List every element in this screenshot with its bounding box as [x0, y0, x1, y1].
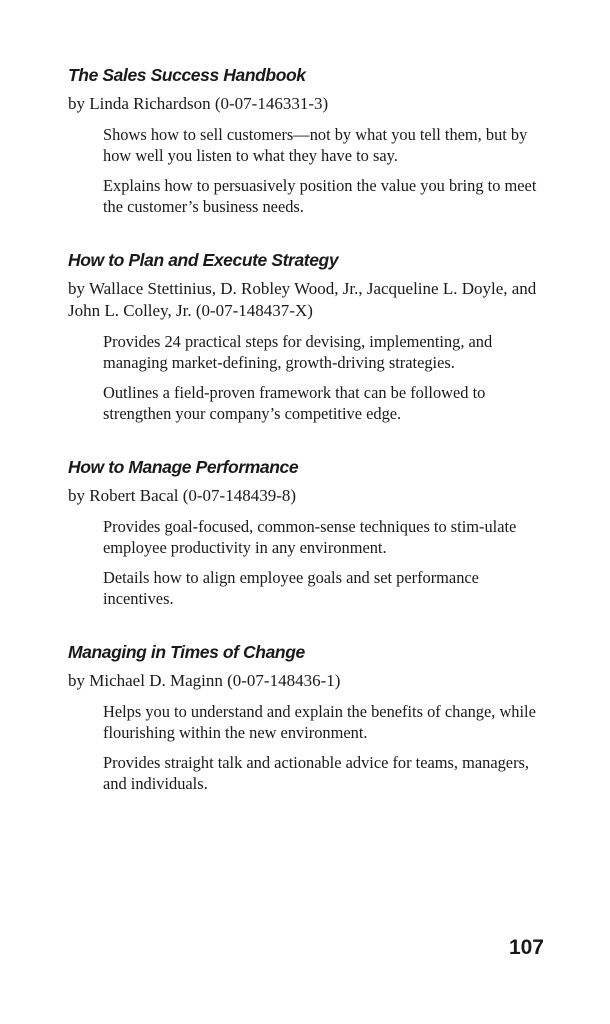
book-title: Managing in Times of Change	[68, 642, 305, 662]
book-title: How to Manage Performance	[68, 457, 299, 477]
book-title: The Sales Success Handbook	[68, 65, 306, 85]
book-byline: by Linda Richardson (0-07-146331-3)	[68, 94, 329, 113]
book-description: Outlines a field-proven framework that can be followed to strengthen your company’s competitive edge.	[103, 383, 486, 423]
book-byline: by Michael D. Maginn (0-07-148436-1)	[68, 671, 341, 690]
book-description: Provides goal-focused, common-sense techniques to stim-ulate employee productivity in any environment.	[103, 517, 517, 557]
book-description: Provides 24 practical steps for devising, implementing, and managing market-defining, growth-driving strategies.	[103, 332, 493, 372]
book-entry	[68, 456, 550, 609]
book-description: Provides straight talk and actionable advice for teams, managers, and individuals.	[103, 753, 530, 793]
book-list	[68, 64, 550, 826]
book-byline: by Wallace Stettinius, D. Robley Wood, Jr., Jacqueline L. Doyle, and John L. Colley, Jr. (0-07-148437-X)	[68, 279, 537, 320]
book-description: Helps you to understand and explain the benefits of change, while flourishing within the new environment.	[103, 702, 536, 742]
page-number: 107	[508, 936, 544, 959]
book-description: Shows how to sell customers—not by what you tell them, but by how well you listen to what they have to say.	[103, 125, 528, 165]
book-description: Details how to align employee goals and set performance incentives.	[103, 568, 479, 608]
book-byline: by Robert Bacal (0-07-148439-8)	[68, 486, 297, 505]
book-entry	[68, 64, 550, 217]
book-title: How to Plan and Execute Strategy	[68, 250, 339, 270]
book-entry	[68, 641, 550, 794]
book-description: Explains how to persuasively position the value you bring to meet the customer’s business needs.	[103, 176, 537, 216]
book-entry	[68, 249, 550, 424]
